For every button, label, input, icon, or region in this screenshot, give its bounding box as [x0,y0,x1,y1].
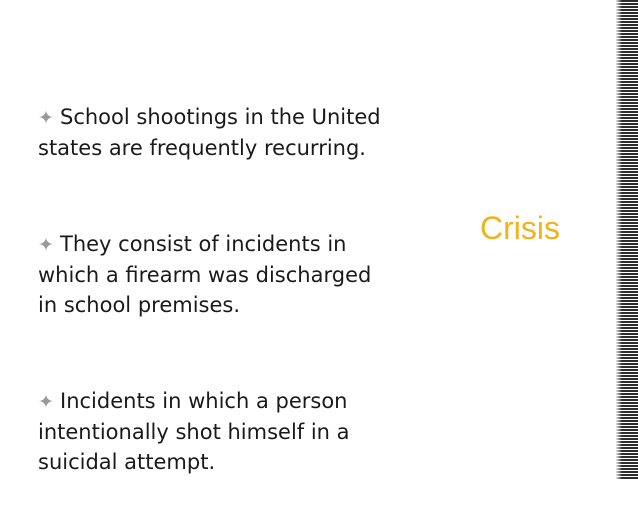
bullet-text: School shootings in the United states are frequently recurring. [38,105,381,160]
decorative-edge-pattern [616,0,638,479]
slide-title: Crisis [480,210,560,246]
bullet-item [38,356,418,477]
bullet-list [38,72,418,513]
bullet-text: They consist of incidents in which a firearm was discharged in school premises. [38,232,372,317]
bullet-item [38,199,418,320]
bullet-item [38,72,418,163]
bullet-text: Incidents in which a person intentionally shot himself in a suicidal attempt. [38,389,350,474]
sparkle-bullet-icon: ✦ [38,107,54,129]
sparkle-bullet-icon: ✦ [38,234,54,256]
sparkle-bullet-icon: ✦ [38,391,54,413]
